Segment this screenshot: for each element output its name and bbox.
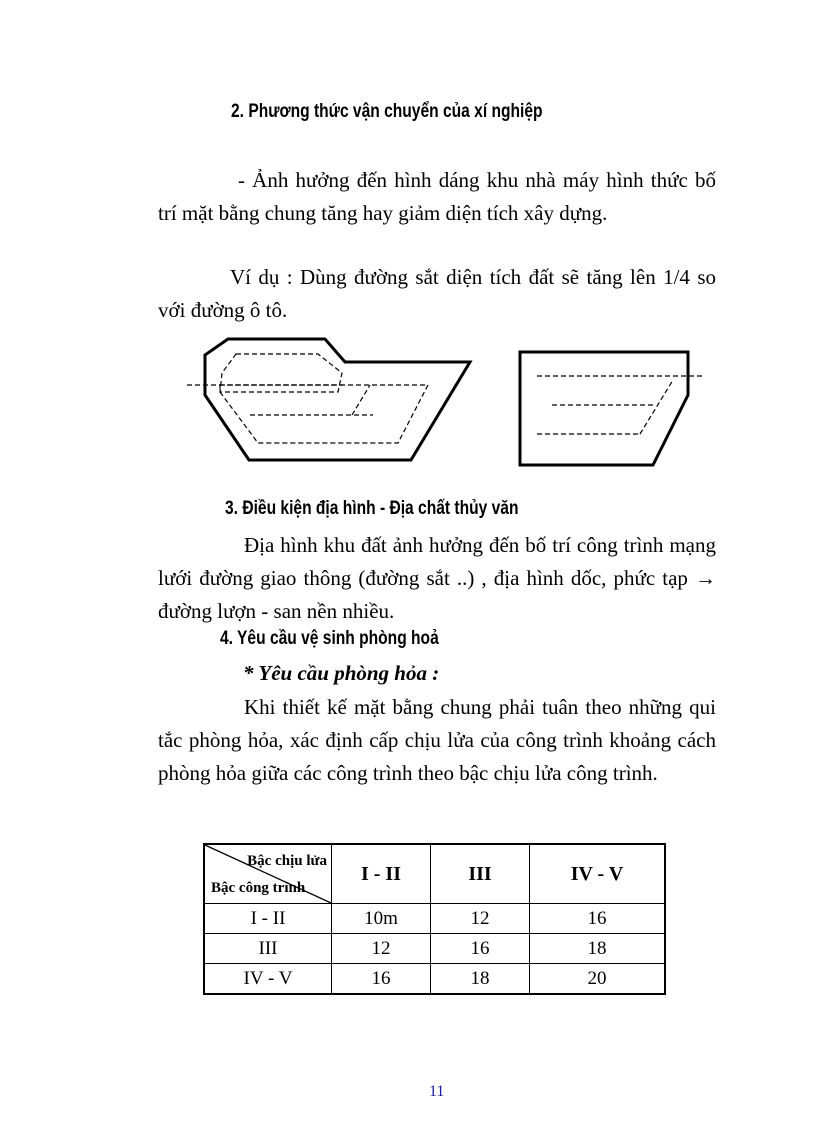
table-row bbox=[204, 934, 665, 964]
table-cell: 16 bbox=[431, 934, 530, 964]
section-2-paragraph-1: - Ảnh hưởng đến hình dáng khu nhà máy hình thức bố trí mặt bằng chung tăng hay giảm diện tích xây dựng. bbox=[158, 168, 716, 225]
table-cell: 16 bbox=[530, 904, 666, 934]
corner-label-bottom: Bậc công trình bbox=[211, 880, 306, 896]
left-dashed-block-edge bbox=[352, 385, 370, 415]
right-dashed-edge bbox=[640, 380, 673, 434]
section-4-heading: 4. Yêu cầu vệ sinh phòng hoả bbox=[220, 628, 439, 649]
table-cell: 18 bbox=[530, 934, 666, 964]
row-label: III bbox=[204, 934, 332, 964]
table-row bbox=[204, 904, 665, 934]
column-header: III bbox=[431, 844, 530, 904]
section-2-heading: 2. Phương thức vận chuyển của xí nghiệp bbox=[231, 101, 543, 122]
table-cell: 20 bbox=[530, 964, 666, 995]
row-label: IV - V bbox=[204, 964, 332, 995]
table-cell: 12 bbox=[332, 934, 431, 964]
column-header: I - II bbox=[332, 844, 431, 904]
table-corner-cell bbox=[204, 844, 332, 904]
fire-requirement-subheading: * Yêu cầu phòng hỏa : bbox=[243, 661, 440, 685]
right-site-boundary bbox=[520, 352, 688, 465]
table-cell: 12 bbox=[431, 904, 530, 934]
left-dashed-plot-2 bbox=[220, 385, 428, 443]
fire-distance-table bbox=[203, 843, 666, 995]
table-cell: 16 bbox=[332, 964, 431, 995]
left-dashed-plot-1 bbox=[220, 354, 342, 392]
row-label: I - II bbox=[204, 904, 332, 934]
table-cell: 18 bbox=[431, 964, 530, 995]
page-number: 11 bbox=[429, 1083, 445, 1100]
section-3-heading: 3. Điều kiện địa hình - Địa chất thủy văn bbox=[225, 498, 519, 519]
corner-label-top: Bậc chịu lửa bbox=[247, 853, 327, 869]
column-header: IV - V bbox=[530, 844, 666, 904]
left-site-boundary bbox=[205, 339, 470, 460]
table-header-row bbox=[204, 844, 665, 904]
table-cell: 10m bbox=[332, 904, 431, 934]
section-3-paragraph: Địa hình khu đất ảnh hưởng đến bố trí công trình mạng lưới đường giao thông (đường sắt ..) , địa hình dốc, phức tạp → đường lượn - san nền nhiều. bbox=[158, 533, 716, 623]
table-row bbox=[204, 964, 665, 995]
section-4-paragraph: Khi thiết kế mặt bằng chung phải tuân theo những qui tắc phòng hỏa, xác định cấp chịu lửa của công trình khoảng cách phòng hỏa giữa các công trình theo bậc chịu lửa công trình. bbox=[158, 695, 716, 785]
section-2-paragraph-2: Ví dụ : Dùng đường sắt diện tích đất sẽ tăng lên 1/4 so với đường ô tô. bbox=[158, 265, 716, 322]
